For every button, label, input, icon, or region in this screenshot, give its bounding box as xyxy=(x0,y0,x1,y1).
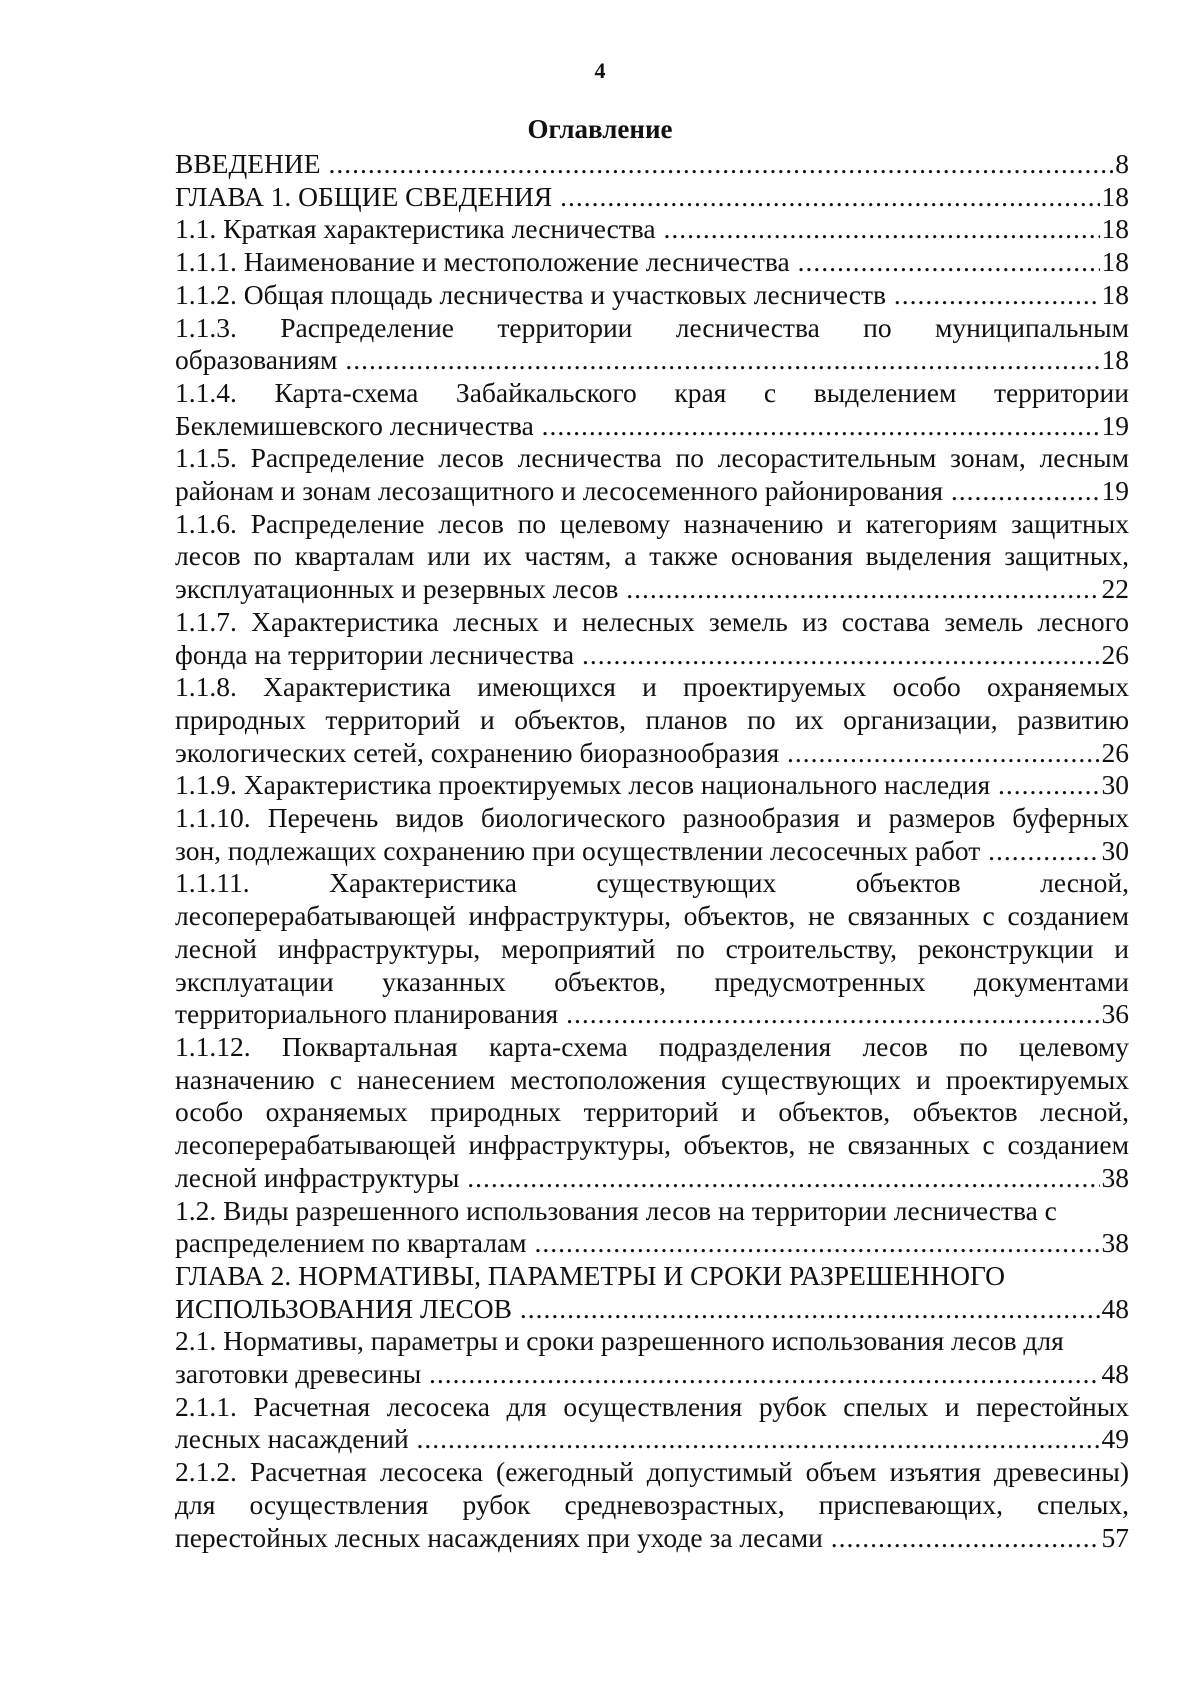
toc-entry-line: заготовки древесины ..... xyxy=(175,1358,1129,1391)
toc-entry-line: лесоперерабатывающей инфраструктуры, объектов, не связанных с созданием xyxy=(175,1129,1129,1161)
toc-page-number: 18 xyxy=(1101,180,1129,212)
toc-page-number: 49 xyxy=(1101,1423,1129,1455)
toc-entry-line: фонда на территории лесничества ..... xyxy=(175,639,1129,672)
toc-entry xyxy=(175,802,1129,867)
toc-entry xyxy=(175,1456,1129,1554)
toc-entry xyxy=(175,442,1129,507)
toc-entry-line: 1.1.11. Характеристика существующих объектов лесной, xyxy=(175,867,1129,899)
toc-entry-line: образованиям ..... xyxy=(175,344,1129,377)
toc-entry-line: 1.1.7. Характеристика лесных и нелесных земель из состава земель лесного xyxy=(175,605,1129,637)
toc-entry-line: для осуществления рубок средневозрастных, приспевающих, спелых, xyxy=(175,1488,1129,1520)
toc-entry-line: 1.1.9. Характеристика проектируемых лесов национального наследия ..... xyxy=(175,769,1129,802)
toc-entry-line: лесной инфраструктуры ..... xyxy=(175,1162,1129,1195)
toc-entry-line: ГЛАВА 2. НОРМАТИВЫ, ПАРАМЕТРЫ И СРОКИ РАЗРЕШЕННОГО xyxy=(175,1259,1006,1291)
toc-entry xyxy=(175,246,1129,279)
toc-entry xyxy=(175,1031,1129,1195)
toc-entry-line: эксплуатации указанных объектов, предусмотренных документами xyxy=(175,965,1129,997)
table-of-contents xyxy=(175,148,1129,1554)
toc-entry-line: перестойных лесных насаждениях при уходе за лесами ..... xyxy=(175,1522,1129,1555)
toc-entry-line: 1.1.10. Перечень видов биологического разнообразия и размеров буферных xyxy=(175,802,1129,834)
page-number: 4 xyxy=(594,58,606,83)
toc-entry-line: 1.2. Виды разрешенного использования лесов на территории лесничества с xyxy=(175,1194,1057,1226)
toc-page-number: 30 xyxy=(1101,769,1129,801)
toc-entry-line: Беклемишевского лесничества ..... xyxy=(175,410,1129,443)
toc-entry-line: 1.1.5. Распределение лесов лесничества по лесорастительным зонам, лесным xyxy=(175,442,1129,474)
toc-page-number: 18 xyxy=(1101,344,1129,376)
toc-entry xyxy=(175,279,1129,312)
toc-entry xyxy=(175,213,1129,246)
toc-entry-line: 1.1.4. Карта-схема Забайкальского края с выделением территории xyxy=(175,376,1129,408)
toc-entry xyxy=(175,671,1129,769)
toc-page-number: 22 xyxy=(1101,573,1129,605)
toc-entry-line: лесов по кварталам или их частям, а также основания выделения защитных, xyxy=(175,540,1129,572)
toc-page-number: 38 xyxy=(1101,1227,1129,1259)
toc-page-number: 30 xyxy=(1101,834,1129,866)
toc-entry-line: 1.1.12. Поквартальная карта-схема подразделения лесов по целевому xyxy=(175,1030,1129,1062)
toc-page-number: 18 xyxy=(1101,213,1129,245)
toc-entry-line: 1.1.3. Распределение территории лесничества по муниципальным xyxy=(175,311,1129,343)
toc-entry-line: зон, подлежащих сохранению при осуществлении лесосечных работ ..... xyxy=(175,835,1129,868)
toc-page-number: 26 xyxy=(1101,736,1129,768)
toc-entry-line: 1.1. Краткая характеристика лесничества ..... xyxy=(175,213,1129,246)
toc-entry-line: распределением по кварталам ..... xyxy=(175,1227,1129,1260)
toc-entry-line: ИСПОЛЬЗОВАНИЯ ЛЕСОВ ..... xyxy=(175,1293,1129,1326)
toc-entry xyxy=(175,508,1129,606)
toc-entry-line: лесоперерабатывающей инфраструктуры, объектов, не связанных с созданием xyxy=(175,900,1129,932)
toc-entry xyxy=(175,1325,1129,1390)
toc-page-number: 18 xyxy=(1101,246,1129,278)
toc-entry-line: природных территорий и объектов, планов по их организации, развитию xyxy=(175,703,1129,735)
toc-entry xyxy=(175,312,1129,377)
toc-entry-line: ВВЕДЕНИЕ ..... xyxy=(175,148,1129,181)
toc-entry xyxy=(175,148,1129,181)
toc-entry-line: экологических сетей, сохранению биоразнообразия ..... xyxy=(175,737,1129,770)
toc-page-number: 19 xyxy=(1101,475,1129,507)
toc-page-number: 38 xyxy=(1101,1161,1129,1193)
toc-entry-line: лесной инфраструктуры, мероприятий по строительству, реконструкции и xyxy=(175,932,1129,964)
toc-entry-line: 2.1.2. Расчетная лесосека (ежегодный допустимый объем изъятия древесины) xyxy=(175,1456,1129,1488)
toc-entry-line: территориального планирования ..... xyxy=(175,998,1129,1031)
toc-entry xyxy=(175,181,1129,214)
toc-page-number: 18 xyxy=(1101,278,1129,310)
toc-page-number: 48 xyxy=(1101,1292,1129,1324)
toc-entry-line: назначению с нанесением местоположения существующих и проектируемых xyxy=(175,1063,1129,1095)
toc-entry-line: 1.1.1. Наименование и местоположение лесничества ..... xyxy=(175,246,1129,279)
toc-entry-line: 2.1. Нормативы, параметры и сроки разрешенного использования лесов для xyxy=(175,1325,1064,1357)
toc-entry-line: 1.1.2. Общая площадь лесничества и участковых лесничеств ..... xyxy=(175,279,1129,312)
toc-entry-line: 1.1.6. Распределение лесов по целевому назначению и категориям защитных xyxy=(175,507,1129,539)
toc-entry-line: 2.1.1. Расчетная лесосека для осуществления рубок спелых и перестойных xyxy=(175,1390,1129,1422)
toc-page-number: 36 xyxy=(1101,998,1129,1030)
toc-page-number: 26 xyxy=(1101,638,1129,670)
toc-entry-line: особо охраняемых природных территорий и объектов, объектов лесной, xyxy=(175,1096,1129,1128)
toc-page-number: 57 xyxy=(1101,1521,1129,1553)
toc-entry xyxy=(175,606,1129,671)
toc-entry xyxy=(175,1195,1129,1260)
toc-entry-line: эксплуатационных и резервных лесов ..... xyxy=(175,573,1129,606)
toc-entry-line: лесных насаждений ..... xyxy=(175,1423,1129,1456)
toc-page-number: 8 xyxy=(1115,148,1129,179)
toc-title: Оглавление xyxy=(527,114,673,144)
toc-entry-line: районам и зонам лесозащитного и лесосеменного районирования ..... xyxy=(175,475,1129,508)
toc-entry-line: ГЛАВА 1. ОБЩИЕ СВЕДЕНИЯ ..... xyxy=(175,181,1129,214)
toc-entry xyxy=(175,769,1129,802)
toc-page-number: 19 xyxy=(1101,409,1129,441)
toc-entry xyxy=(175,867,1129,1031)
toc-entry-line: 1.1.8. Характеристика имеющихся и проектируемых особо охраняемых xyxy=(175,671,1129,703)
toc-page-number: 48 xyxy=(1101,1358,1129,1390)
toc-entry xyxy=(175,1391,1129,1456)
toc-entry xyxy=(175,1260,1129,1325)
toc-entry xyxy=(175,377,1129,442)
